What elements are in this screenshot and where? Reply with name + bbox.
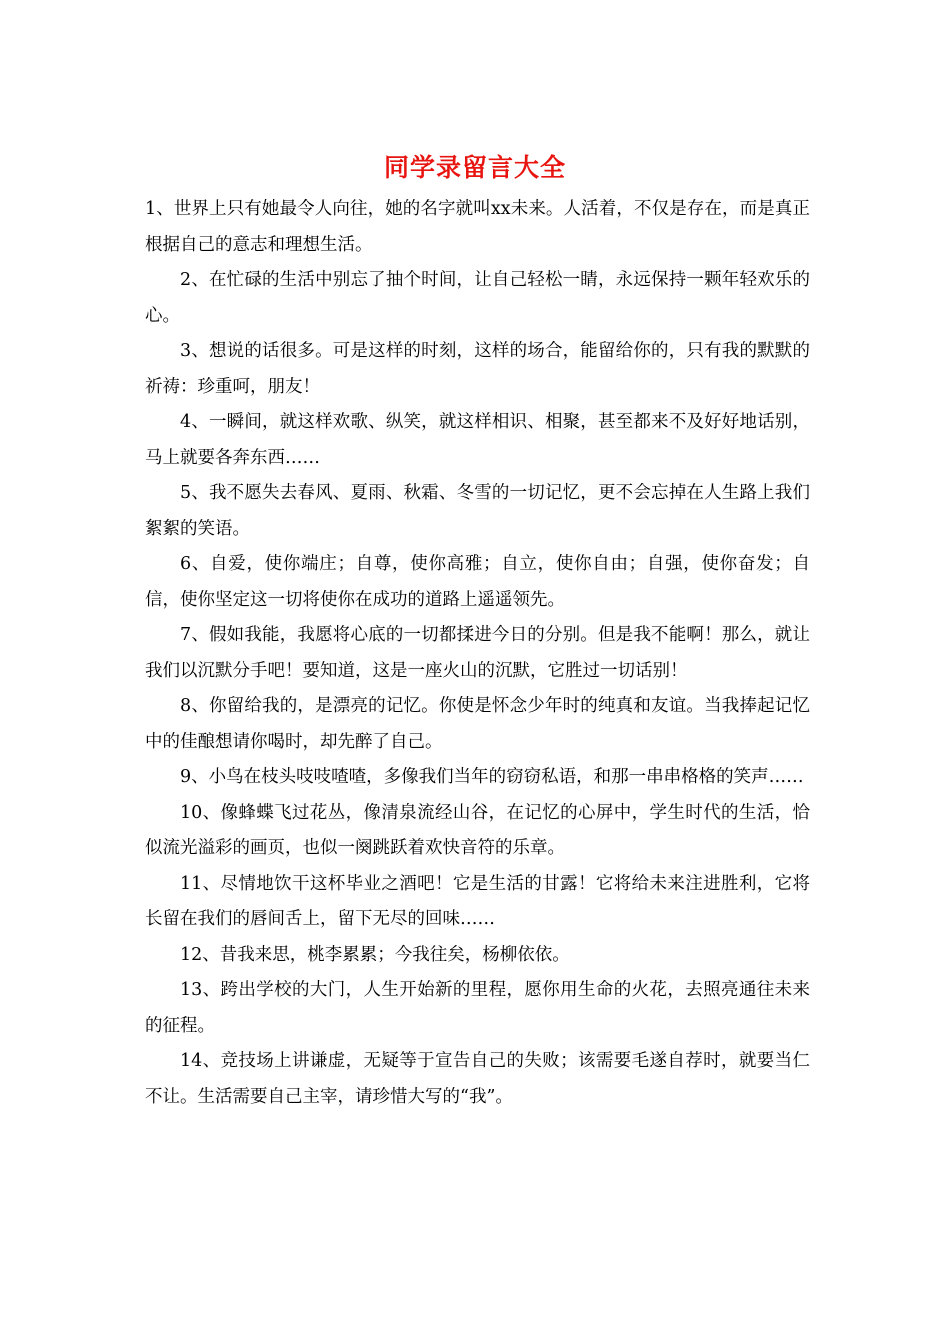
paragraph-11: 11、尽情地饮干这杯毕业之酒吧！它是生活的甘露！它将给未来注进胜利，它将长留在我们的唇间舌上，留下无尽的回味…… bbox=[145, 873, 810, 929]
paragraph-9: 9、小鸟在枝头吱吱喳喳，多像我们当年的窃窃私语，和那一串串格格的笑声…… bbox=[180, 767, 804, 787]
paragraph-7: 7、假如我能，我愿将心底的一切都揉进今日的分别。但是我不能啊！那么，就让我们以沉默分手吧！要知道，这是一座火山的沉默，它胜过一切话别！ bbox=[145, 625, 810, 681]
document-title: 同学录留言大全 bbox=[383, 153, 566, 182]
paragraph-4: 4、一瞬间，就这样欢歌、纵笑，就这样相识、相聚，甚至都来不及好好地话别，马上就要各奔东西…… bbox=[145, 412, 810, 468]
paragraph-12: 12、昔我来思，桃李累累；今我往矣，杨柳依依。 bbox=[180, 944, 570, 965]
paragraph-10: 10、像蜂蝶飞过花丛，像清泉流经山谷，在记忆的心屏中，学生时代的生活，恰似流光溢彩的画页，也似一阕跳跃着欢快音符的乐章。 bbox=[145, 802, 810, 858]
paragraph-13: 13、跨出学校的大门，人生开始新的里程，愿你用生命的火花，去照亮通往未来的征程。 bbox=[145, 980, 810, 1036]
document-body bbox=[145, 192, 810, 1115]
paragraph-8: 8、你留给我的，是漂亮的记忆。你使是怀念少年时的纯真和友谊。当我捧起记忆中的佳酿想请你喝时，却先醉了自己。 bbox=[145, 696, 810, 752]
paragraph-1: 1、世界上只有她最令人向往，她的名字就叫xx未来。人活着，不仅是存在，而是真正根据自己的意志和理想生活。 bbox=[145, 199, 810, 255]
paragraph-2: 2、在忙碌的生活中别忘了抽个时间，让自己轻松一睛，永远保持一颗年轻欢乐的心。 bbox=[145, 270, 810, 326]
paragraph-6: 6、自爱，使你端庄；自尊，使你高雅；自立，使你自由；自强，使你奋发；自信，使你坚定这一切将使你在成功的道路上遥遥领先。 bbox=[145, 554, 810, 610]
paragraph-5: 5、我不愿失去春风、夏雨、秋霜、冬雪的一切记忆，更不会忘掉在人生路上我们絮絮的笑语。 bbox=[145, 483, 810, 539]
paragraph-3: 3、想说的话很多。可是这样的时刻，这样的场合，能留给你的，只有我的默默的祈祷：珍重呵，朋友！ bbox=[145, 341, 810, 397]
paragraph-14: 14、竞技场上讲谦虚，无疑等于宣告自己的失败；该需要毛遂自荐时，就要当仁不让。生活需要自己主宰，请珍惜大写的“我”。 bbox=[145, 1051, 810, 1107]
